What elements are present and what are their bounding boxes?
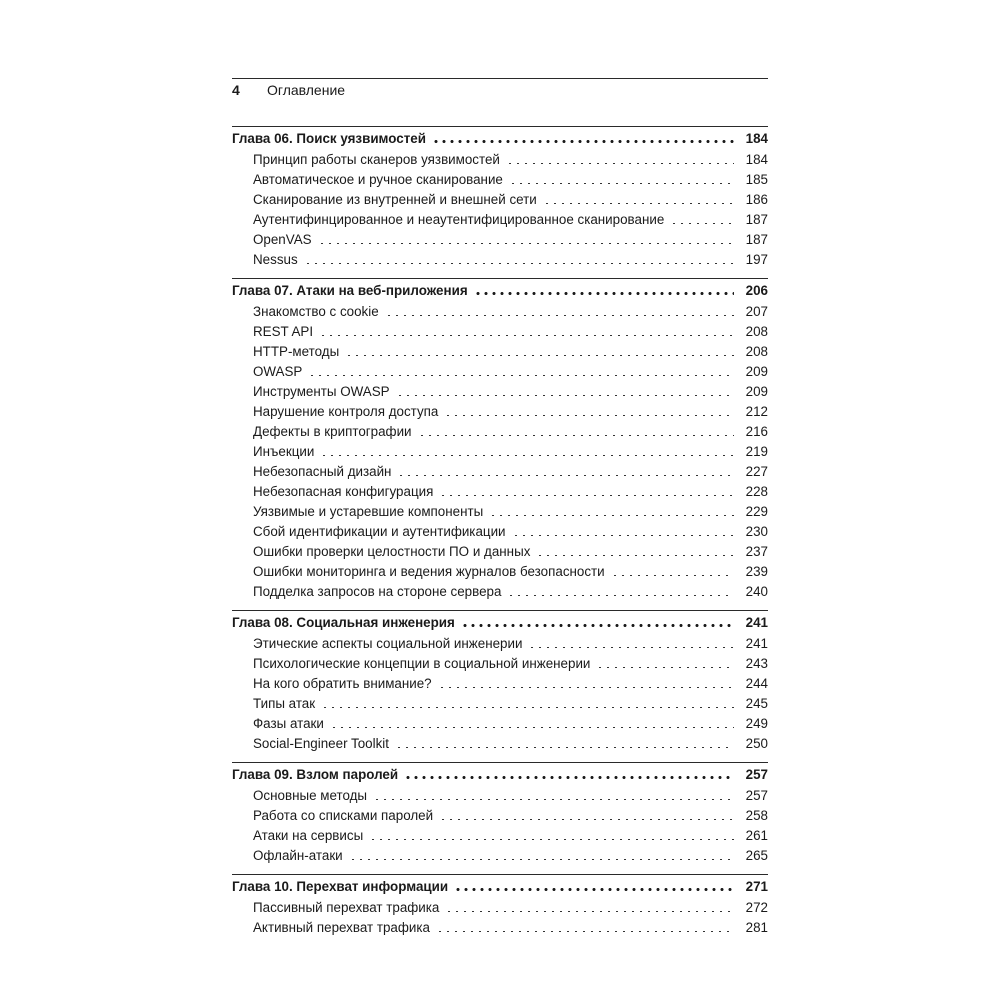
section-entry-page: 257 [745,788,768,803]
section-entry[interactable] [232,898,768,918]
section-entry[interactable] [232,674,768,694]
dot-leader [445,911,734,912]
section-entry-page: 186 [745,192,768,207]
section-entry-page: 281 [745,920,768,935]
section-entry[interactable] [232,806,768,826]
dot-leader [489,515,734,516]
section-entry-title: Ошибки проверки целостности ПО и данных [253,544,531,559]
page-number: 4 [232,82,240,98]
dot-leader [369,839,734,840]
section-entry-title: Сканирование из внутренней и внешней сети [253,192,537,207]
chapter-entry-page: 206 [745,283,768,298]
dot-leader [321,707,734,708]
section-entry-title: Этические аспекты социальной инженерии [253,636,523,651]
dot-leader [397,475,734,476]
chapter-entry-title: Глава 09. Взлом паролей [232,767,399,782]
dot-leader [611,575,734,576]
section-entry-title: Social-Engineer Toolkit [253,736,389,751]
section-entry[interactable] [232,918,768,938]
section-entry-page: 230 [745,524,768,539]
dot-leader [543,203,734,204]
section-entry-page: 216 [745,424,768,439]
dot-leader [512,535,734,536]
section-entry[interactable] [232,362,768,382]
section-entry-page: 250 [745,736,768,751]
section-entry-page: 245 [745,696,768,711]
section-entry-title: Пассивный перехват трафика [253,900,440,915]
chapter-entry-page: 271 [745,879,768,894]
section-entry-page: 229 [745,504,768,519]
section-entry-title: Nessus [253,252,298,267]
dot-leader [438,687,734,688]
section-entry-page: 261 [745,828,768,843]
chapter-entry[interactable] [232,128,768,150]
dot-leader [304,263,734,264]
dot-leader [536,555,734,556]
section-entry[interactable] [232,826,768,846]
dot-leader [670,223,734,224]
chapter-entry-page: 241 [745,615,768,630]
chapter-entry-page: 257 [745,767,768,782]
dot-leader [404,776,734,779]
dot-leader [318,243,734,244]
section-entry[interactable] [232,634,768,654]
dot-leader [432,140,734,143]
section-entry-page: 227 [745,464,768,479]
section-entry-page: 187 [745,212,768,227]
chapter-entry-page: 184 [745,131,768,146]
section-entry-title: Сбой идентификации и аутентификации [253,524,506,539]
page-header [232,78,768,98]
section-entry-title: Психологические концепции в социальной инженерии [253,656,591,671]
chapter-entry-title: Глава 07. Атаки на веб-приложения [232,283,468,298]
dot-leader [308,375,734,376]
section-entry[interactable] [232,442,768,462]
section-entry-title: HTTP-методы [253,344,340,359]
section-entry-title: Инструменты OWASP [253,384,390,399]
dot-leader [506,163,734,164]
section-entry[interactable] [232,482,768,502]
section-entry-page: 228 [745,484,768,499]
section-entry-page: 184 [745,152,768,167]
chapter-entry[interactable] [232,876,768,898]
section-entry[interactable] [232,150,768,170]
chapter-block [232,126,768,270]
dot-leader [439,819,734,820]
section-entry[interactable] [232,402,768,422]
section-entry-title: Автоматическое и ручное сканирование [253,172,503,187]
chapter-entry[interactable] [232,764,768,786]
dot-leader [474,292,734,295]
section-entry-title: Инъекции [253,444,315,459]
section-entry[interactable] [232,846,768,866]
section-entry[interactable] [232,714,768,734]
dot-leader [528,647,734,648]
section-entry[interactable] [232,170,768,190]
section-entry-title: REST API [253,324,314,339]
dot-leader [596,667,734,668]
section-entry-title: Нарушение контроля доступа [253,404,439,419]
section-entry-page: 212 [745,404,768,419]
section-entry-page: 243 [745,656,768,671]
dot-leader [349,859,734,860]
section-entry-page: 208 [745,324,768,339]
dot-leader [320,455,734,456]
section-entry-title: Принцип работы сканеров уязвимостей [253,152,500,167]
section-entry-page: 208 [745,344,768,359]
section-entry-page: 241 [745,636,768,651]
dot-leader [439,495,734,496]
section-entry-title: Офлайн-атаки [253,848,343,863]
section-entry[interactable] [232,422,768,442]
dot-leader [444,415,734,416]
section-entry-page: 239 [745,564,768,579]
chapter-block [232,278,768,602]
section-entry[interactable] [232,462,768,482]
chapter-block [232,762,768,866]
section-entry-title: Дефекты в криптографии [253,424,412,439]
section-entry-page: 185 [745,172,768,187]
section-entry-title: Уязвимые и устаревшие компоненты [253,504,484,519]
dot-leader [319,335,734,336]
section-entry[interactable] [232,522,768,542]
section-entry-page: 249 [745,716,768,731]
section-entry-page: 219 [745,444,768,459]
dot-leader [418,435,734,436]
section-entry-title: Типы атак [253,696,316,711]
section-entry-page: 258 [745,808,768,823]
section-entry-page: 187 [745,232,768,247]
section-entry-title: OpenVAS [253,232,312,247]
section-entry-page: 209 [745,364,768,379]
section-entry[interactable] [232,582,768,602]
section-entry-title: OWASP [253,364,303,379]
section-entry-page: 244 [745,676,768,691]
chapter-entry[interactable] [232,612,768,634]
section-entry-title: Основные методы [253,788,368,803]
section-entry-page: 237 [745,544,768,559]
section-entry[interactable] [232,322,768,342]
section-entry-page: 197 [745,252,768,267]
section-entry[interactable] [232,562,768,582]
chapter-block [232,610,768,754]
section-entry-title: Фазы атаки [253,716,324,731]
section-entry-page: 265 [745,848,768,863]
dot-leader [454,888,734,891]
section-entry[interactable] [232,542,768,562]
dot-leader [395,747,734,748]
section-entry-title: Небезопасная конфигурация [253,484,434,499]
chapter-entry[interactable] [232,280,768,302]
section-entry[interactable] [232,502,768,522]
dot-leader [461,624,734,627]
section-entry-page: 207 [745,304,768,319]
dot-leader [373,799,734,800]
section-entry[interactable] [232,342,768,362]
section-entry-title: Подделка запросов на стороне сервера [253,584,502,599]
section-entry[interactable] [232,250,768,270]
section-entry[interactable] [232,786,768,806]
dot-leader [345,355,734,356]
dot-leader [507,595,734,596]
section-entry[interactable] [232,190,768,210]
section-entry-page: 272 [745,900,768,915]
section-entry-page: 240 [745,584,768,599]
chapter-block [232,874,768,938]
running-title: Оглавление [267,82,346,98]
section-entry[interactable] [232,694,768,714]
chapter-entry-title: Глава 06. Поиск уязвимостей [232,131,426,146]
section-entry[interactable] [232,230,768,250]
section-entry-page: 209 [745,384,768,399]
section-entry[interactable] [232,654,768,674]
dot-leader [509,183,734,184]
section-entry-title: Ошибки мониторинга и ведения журналов безопасности [253,564,605,579]
chapter-entry-title: Глава 10. Перехват информации [232,879,449,894]
dot-leader [436,931,734,932]
section-entry-title: Аутентифинцированное и неаутентифицированное сканирование [253,212,665,227]
table-of-contents [232,126,768,938]
section-entry[interactable] [232,302,768,322]
section-entry-title: Знакомство с cookie [253,304,379,319]
section-entry[interactable] [232,734,768,754]
section-entry[interactable] [232,210,768,230]
dot-leader [330,727,734,728]
dot-leader [385,315,734,316]
section-entry-title: Работа со списками паролей [253,808,434,823]
section-entry[interactable] [232,382,768,402]
section-entry-title: Активный перехват трафика [253,920,430,935]
dot-leader [396,395,734,396]
section-entry-title: Небезопасный дизайн [253,464,392,479]
section-entry-title: Атаки на сервисы [253,828,364,843]
section-entry-title: На кого обратить внимание? [253,676,432,691]
chapter-entry-title: Глава 08. Социальная инженерия [232,615,455,630]
